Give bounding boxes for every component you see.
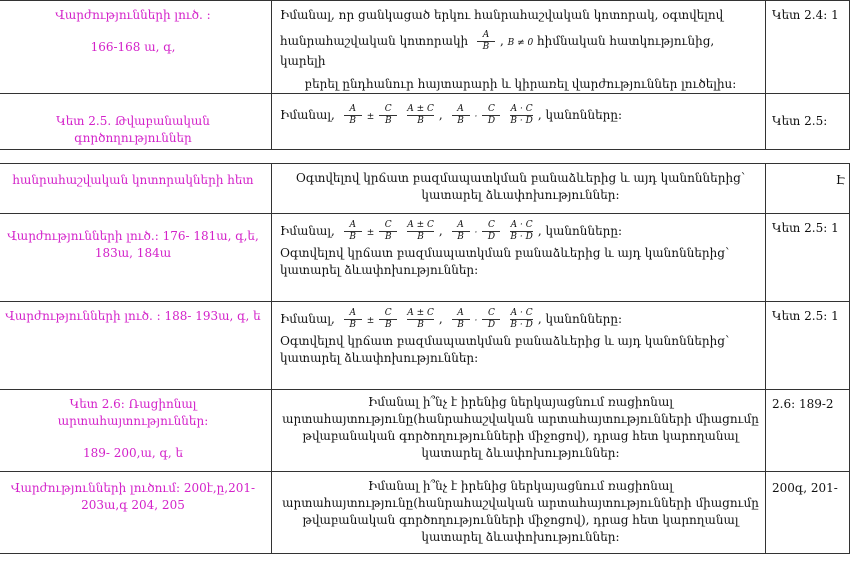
- topic-cell: [0, 390, 272, 472]
- fraction: $\frac{A \cdot C}{B \cdot D}$: [510, 220, 533, 242]
- goal-text: Օգտվելով կրճատ բազմապատկման բանաձևերից և այդ կանոններից՝ կատարել ձևափոխություններ:: [295, 171, 746, 202]
- fraction: $\frac{C}{D}$: [482, 104, 500, 127]
- reference-cell: Կետ 2.5:: [766, 94, 850, 150]
- fraction: $\frac{C}{B}$: [379, 220, 397, 243]
- topic-line: Վարժությունների լուծ.: 176- 181ա, գ,ե, 183ա, 184ա: [7, 229, 259, 260]
- topic-cell: [0, 94, 272, 150]
- goal-cell: [272, 164, 766, 214]
- fraction: $\frac{A}{B}$: [477, 30, 495, 53]
- fraction: $\frac{C}{B}$: [379, 308, 397, 331]
- fraction: $\frac{A}{B}$: [452, 104, 470, 127]
- reference-cell: 2.6: 189-2: [766, 390, 850, 472]
- fraction: $\frac{A \pm C}{B}$: [407, 220, 434, 242]
- goal-cell: [272, 472, 766, 554]
- table-row: [0, 390, 850, 472]
- topic-cell: [0, 1, 272, 94]
- goal-cell: [272, 1, 766, 94]
- goal-text: Իմանալ ի՞նչ է իրենից ներկայացնում ռացիոնալ արտահայտությունը(հանրահաշվական արտահայտությունների միացումը թվաբանական գործողությունների միջոցով), դրաց հետ կարողանալ կատարել ձևափոխություններ:: [282, 479, 759, 544]
- fraction: $\frac{A \pm C}{B}$: [407, 104, 434, 126]
- topic-line: Վարժությունների լուծ. : 188- 193ա, գ, ե: [5, 309, 261, 323]
- reference-cell: Է: [766, 164, 850, 214]
- topic-line: 166-168 ա, գ,: [90, 40, 176, 54]
- table-row: [0, 1, 850, 94]
- goal-text: Իմանալ, որ ցանկացած երկու հանրահաշվական կոտորակ, օգտվելով: [280, 8, 724, 22]
- table-spacer: [0, 150, 850, 164]
- topic-cell: [0, 164, 272, 214]
- table-row: [0, 214, 850, 302]
- fraction: $\frac{A \pm C}{B}$: [407, 308, 434, 330]
- reference-cell: Կետ 2.5: 1: [766, 214, 850, 302]
- table-row: [0, 94, 850, 150]
- goal-cell: [272, 94, 766, 150]
- formula-line: Իմանալ, $\frac{A}{B}$ ± $\frac{C}{B}$ $\frac{A \pm C}{B}$ , $\frac{A}{B}$ · $\frac{C}{D}$ $\frac{A \cdot C}{B \cdot D}$ , կանոնները:: [280, 104, 623, 126]
- reference-cell: 200գ, 201-: [766, 472, 850, 554]
- fraction: $\frac{C}{B}$: [379, 104, 397, 127]
- reference-cell: Կետ 2.5: 1: [766, 302, 850, 390]
- goal-cell: [272, 390, 766, 472]
- fraction: $\frac{A}{B}$: [452, 220, 470, 243]
- topic-line: Վարժությունների լուծ. :: [55, 8, 211, 22]
- table-row: [0, 302, 850, 390]
- fraction: $\frac{A}{B}$: [344, 308, 362, 331]
- goal-cell: [272, 302, 766, 390]
- fraction: $\frac{A}{B}$: [344, 104, 362, 127]
- goal-text: Օգտվելով կրճատ բազմապատկման բանաձևերից և այդ կանոններից՝ կատարել ձևափոխություններ:: [280, 334, 730, 365]
- fraction: $\frac{A \cdot C}{B \cdot D}$: [510, 308, 533, 330]
- goal-text: հանրահաշվական կոտորակի $\frac{A}{B}$ , B ≠ 0 հիմնական հատկությունից, կարելի: [280, 30, 715, 68]
- goal-text: Օգտվելով կրճատ բազմապատկման բանաձևերից և այդ կանոններից՝ կատարել ձևափոխություններ:: [280, 246, 730, 277]
- topic-line: 189- 200,ա, գ, ե: [82, 446, 183, 460]
- topic-line: Կետ 2.6: Ռացիոնալ արտահայտություններ:: [57, 397, 209, 428]
- fraction: $\frac{C}{D}$: [482, 220, 500, 243]
- fraction: $\frac{A}{B}$: [344, 220, 362, 243]
- topic-cell: [0, 302, 272, 390]
- formula-line: Իմանալ, $\frac{A}{B}$ ± $\frac{C}{B}$ $\frac{A \pm C}{B}$ , $\frac{A}{B}$ · $\frac{C}{D}$ $\frac{A \cdot C}{B \cdot D}$ , կանոնները:: [280, 308, 623, 330]
- topic-line: Վարժությունների լուծում: 200է,ը,201-203ա,գ 204, 205: [10, 481, 256, 512]
- table-row: [0, 164, 850, 214]
- goal-cell: [272, 214, 766, 302]
- topic-line: Կետ 2.5. Թվաբանական գործողություններ: [56, 114, 210, 145]
- goal-text: բերել ընդհանուր հայտարարի և կիրառել վարժություններ լուծելիս:: [304, 77, 737, 91]
- fraction: $\frac{A}{B}$: [452, 308, 470, 331]
- fraction: $\frac{C}{D}$: [482, 308, 500, 331]
- goal-text: Իմանալ ի՞նչ է իրենից ներկայացնում ռացիոնալ արտահայտությունը(հանրահաշվական արտահայտությունների միացումը թվաբանական գործողությունների միջոցով), դրաց հետ կարողանալ կատարել ձևափոխություններ:: [282, 395, 759, 460]
- topic-cell: [0, 472, 272, 554]
- topic-cell: [0, 214, 272, 302]
- fraction: $\frac{A \cdot C}{B \cdot D}$: [510, 104, 533, 126]
- table-row: [0, 472, 850, 554]
- formula-line: Իմանալ, $\frac{A}{B}$ ± $\frac{C}{B}$ $\frac{A \pm C}{B}$ , $\frac{A}{B}$ · $\frac{C}{D}$ $\frac{A \cdot C}{B \cdot D}$ , կանոնները:: [280, 220, 623, 242]
- topic-line: հանրահաշվական կոտորակների հետ: [12, 173, 254, 187]
- reference-cell: Կետ 2.4: 1: [766, 1, 850, 94]
